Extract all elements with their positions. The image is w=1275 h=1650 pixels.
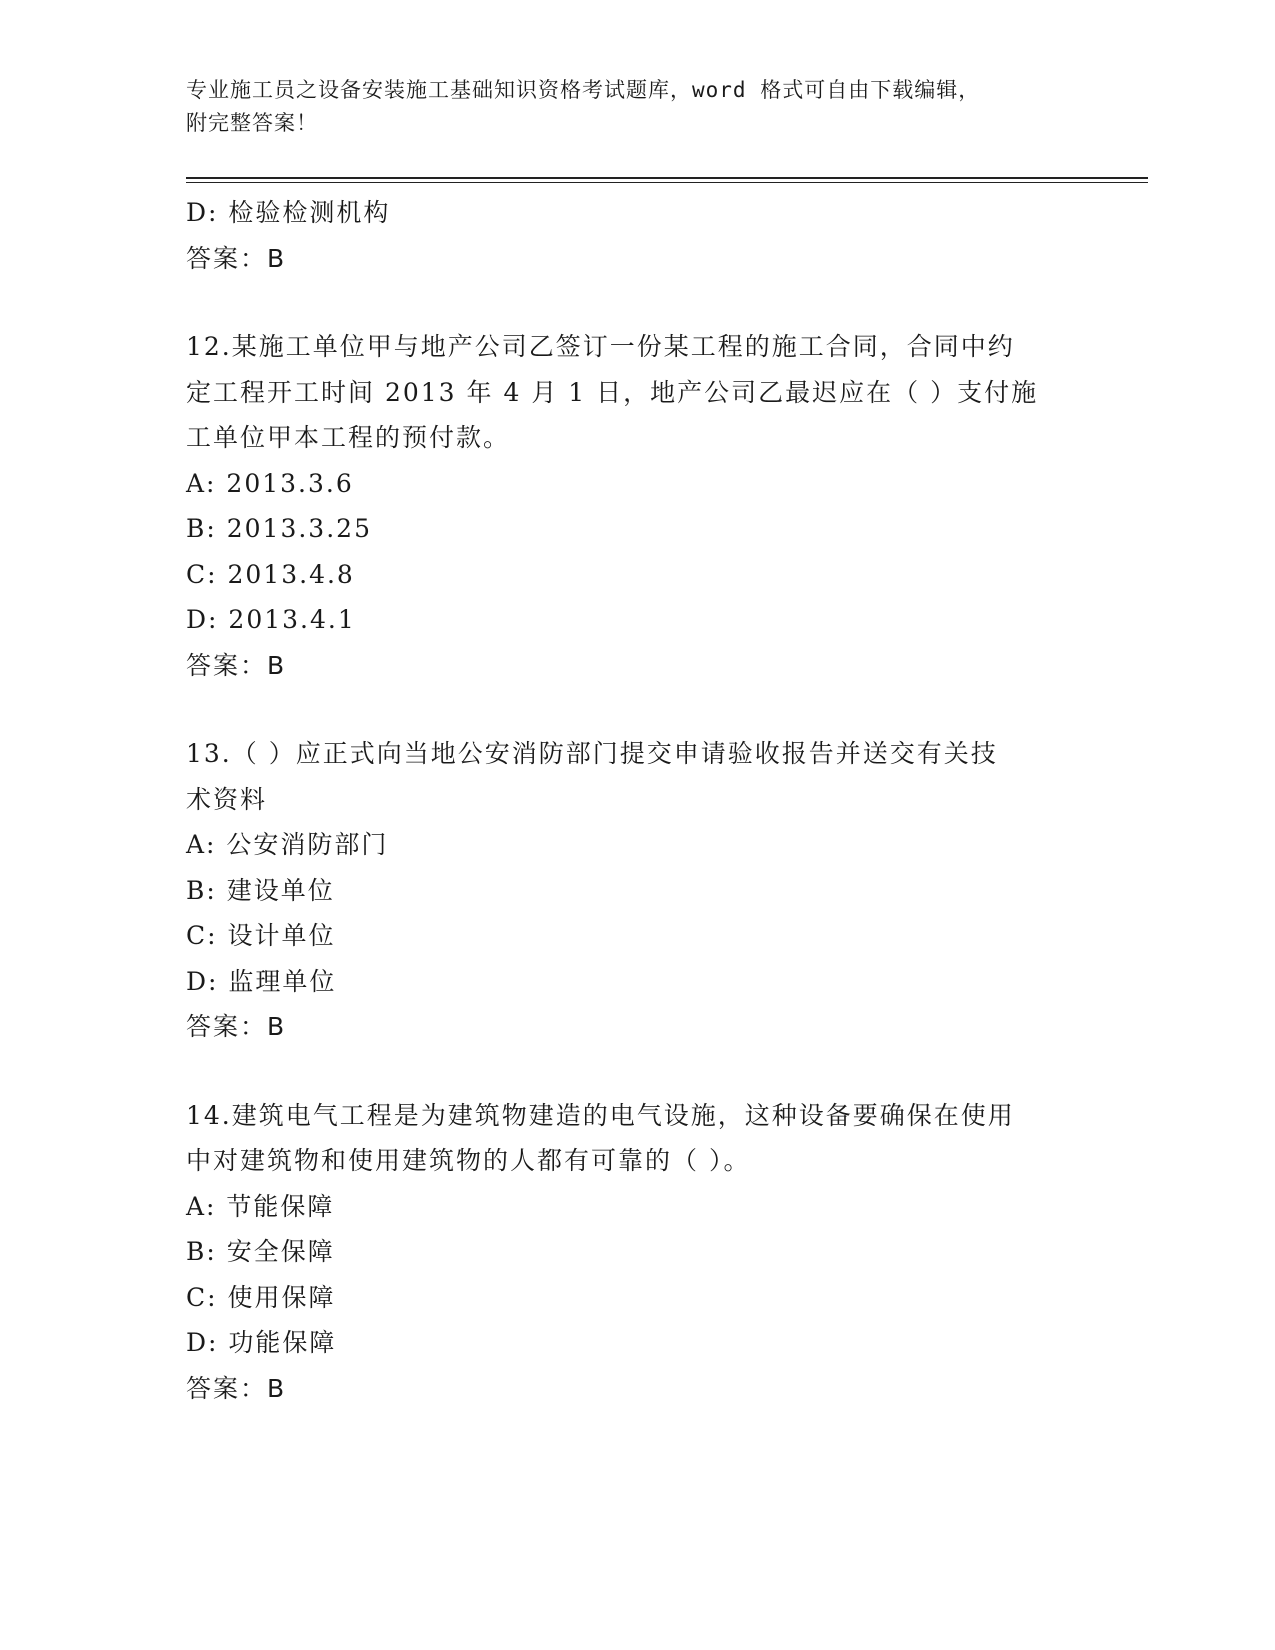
question-text-line: 12.某施工单位甲与地产公司乙签订一份某工程的施工合同，合同中约	[186, 332, 1015, 361]
option-b: B: 2013.3.25	[186, 514, 372, 543]
answer-line: 答案：B	[186, 1012, 287, 1041]
question-block	[186, 324, 1086, 688]
question-block	[186, 1093, 1086, 1412]
header-line-1: 专业施工员之设备安装施工基础知识资格考试题库，word 格式可自由下载编辑，	[186, 78, 981, 102]
answer-line: 答案：B	[186, 1373, 287, 1403]
question-list	[186, 190, 1086, 1411]
question-text-line: 术资料	[186, 784, 268, 814]
header-line-2: 附完整答案！	[186, 111, 318, 135]
option-c: C: 使用保障	[186, 1282, 336, 1312]
header-rule-thick	[186, 177, 1148, 179]
question-text-line: 定工程开工时间 2013 年 4 月 1 日，地产公司乙最迟应在（ ）支付施	[186, 377, 1039, 407]
question-block	[186, 190, 1086, 281]
option-b: B: 安全保障	[186, 1237, 335, 1266]
option-d: D: 检验检测机构	[186, 198, 391, 227]
option-b: B: 建设单位	[186, 875, 335, 905]
question-text-line: 14.建筑电气工程是为建筑物建造的电气设施，这种设备要确保在使用	[186, 1100, 1015, 1130]
option-d: D: 2013.4.1	[186, 605, 356, 634]
option-a: A: 2013.3.6	[186, 468, 354, 498]
option-d: D: 功能保障	[186, 1328, 337, 1357]
header-rule-thin	[186, 182, 1148, 183]
question-text-line: 13.（ ）应正式向当地公安消防部门提交申请验收报告并送交有关技	[186, 739, 998, 768]
question-text-line: 工单位甲本工程的预付款。	[186, 423, 511, 452]
option-a: A: 公安消防部门	[186, 830, 389, 859]
page-header	[186, 74, 1086, 140]
answer-line: 答案：B	[186, 650, 287, 680]
question-text-line: 中对建筑物和使用建筑物的人都有可靠的（ ）。	[186, 1146, 751, 1175]
option-a: A: 节能保障	[186, 1191, 335, 1221]
answer-line: 答案：B	[186, 243, 287, 273]
question-block	[186, 731, 1086, 1050]
option-c: C: 2013.4.8	[186, 559, 355, 589]
option-c: C: 设计单位	[186, 921, 336, 950]
option-d: D: 监理单位	[186, 966, 337, 996]
